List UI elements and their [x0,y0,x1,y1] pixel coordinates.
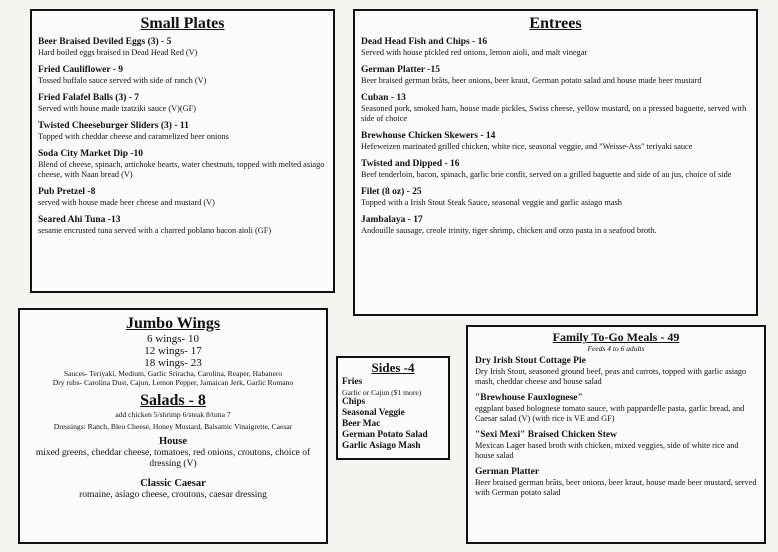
entrees-section [353,9,758,316]
item-desc: Hard boiled eggs braised in Dead Head Red (V) [38,48,198,57]
item-name: Cuban - 13 [361,93,406,103]
menu-item [475,430,757,461]
salad-addons: add chicken 5/shrimp 6/steak 8/tuna 7 [115,410,231,419]
wing-price: 12 wings- 17 [144,345,202,357]
side-item: Seasonal Veggie [342,408,405,418]
salads-title: Salads - 8 [140,392,206,409]
small-plates-title: Small Plates [140,15,225,32]
item-desc: Served with house made tzatziki sauce (V)(GF) [38,104,197,113]
item-name: Twisted Cheeseburger Sliders (3) - 11 [38,121,189,131]
item-name: Filet (8 oz) - 25 [361,187,422,197]
item-desc: Beer braised german brāts, beer onions, beer kraut, house made beer mustard, served with German potato salad [475,478,757,497]
item-name: Fried Cauliflower - 9 [38,65,124,75]
side-item: Fries [342,377,363,387]
entrees-title: Entrees [529,15,582,32]
menu-item [38,93,327,114]
menu-item [361,65,750,86]
wing-sauces: Sauces- Teriyaki, Medium, Garlic Sriracha, Carolina, Reaper, Habanero [63,369,283,378]
wings-title: Jumbo Wings [125,315,221,332]
menu-item [361,131,750,152]
small-plates-section [30,9,335,293]
menu-item [361,159,750,180]
side-item: Garlic Asiago Mash [342,441,421,451]
item-name: Seared Ahi Tuna -13 [38,215,121,225]
item-name: "Brewhouse Fauxlognese" [475,393,583,403]
menu-item [38,149,327,180]
item-name: Soda City Market Dip -10 [38,149,144,159]
item-name: Pub Pretzel -8 [38,187,96,197]
item-desc: sesame encrusted tuna served with a charred poblano bacon aioli (GF) [38,226,272,235]
item-desc: Beer braised german brāts, beer onions, beer kraut, German potato salad and house made beer mustard [361,76,702,85]
menu-item [361,93,750,124]
house-salad-name: House [158,436,187,447]
item-name: Brewhouse Chicken Skewers - 14 [361,131,496,141]
menu-item [475,393,757,424]
wing-price: 18 wings- 23 [144,357,202,369]
salad-dressings: Dressings: Ranch, Bleu Cheese, Honey Mustard, Balsamic Vinaigrette, Caesar [53,422,293,431]
item-desc: eggplant based bolognese tomato sauce, with pappardelle pasta, garlic bread, and Caesar salad (V) (with rice is VE and GF) [475,404,745,423]
side-item: Beer Mac [342,419,381,429]
item-desc: Hefeweizen marinated grilled chicken, white rice, seasonal veggie, and "Weisse-Ass" teriyaki sauce [361,142,693,151]
menu-item [38,65,327,86]
item-name: Beer Braised Deviled Eggs (3) - 5 [38,37,172,47]
item-name: Fried Falafel Balls (3) - 7 [38,93,140,103]
wings-salads-section [18,308,328,544]
menu-item [38,215,327,236]
item-desc: Mexican Lager based broth with chicken, mixed veggies, side of white rice and house salad [475,441,739,460]
menu-item [361,37,750,58]
side-item: German Potato Salad [342,430,428,440]
item-desc: Dry Irish Stout, seasoned ground beef, peas and carrots, topped with garlic asiago mash, cheddar cheese and house salad [475,367,747,386]
wing-price: 6 wings- 10 [147,333,199,345]
sides-title: Sides -4 [371,360,415,375]
item-desc: Topped with a Irish Stout Steak Sauce, seasonal veggie and garlic asiago mash [361,198,622,207]
side-item: Chips [342,397,366,407]
caesar-salad-name: Classic Caesar [140,478,206,489]
house-salad-desc: mixed greens, cheddar cheese, tomatoes, red onions, croutons, choice of dressing (V) [35,448,311,469]
item-desc: Andouille sausage, creole trinity, tiger shrimp, chicken and orzo pasta in a seafood broth. [361,226,657,235]
family-title: Family To-Go Meals - 49 [552,330,680,344]
item-desc: served with house made beer cheese and mustard (V) [38,198,215,207]
family-feeds: Feeds 4 to 6 adults [587,344,645,353]
menu-item [361,215,750,236]
item-name: Dead Head Fish and Chips - 16 [361,37,488,47]
item-name: "Sexi Mexi" Braised Chicken Stew [475,430,617,440]
fries-note: Garlic or Cajun ($1 more) [342,388,422,397]
menu-item [38,187,327,208]
wing-rubs: Dry rubs- Carolina Dust, Cajun, Lemon Pepper, Jamaican Jerk, Garlic Romano [52,378,294,387]
menu-item [38,121,327,142]
menu-item [475,356,757,387]
item-desc: Seasoned pork, smoked ham, house made pickles, Swiss cheese, yellow mustard, on a pressed baguette, served with side of choice [361,104,747,123]
item-desc: Topped with cheddar cheese and caramelized beer onions [38,132,229,141]
sides-section [336,356,450,460]
item-name: Jambalaya - 17 [361,215,423,225]
item-desc: Blend of cheese, spinach, artichoke hearts, water chestnuts, topped with melted asiago cheese, with Naan bread (V) [38,160,325,179]
item-desc: Beef tenderloin, bacon, spinach, garlic brie confit, served on a grilled baguette and side of au jus, choice of side [361,170,732,179]
item-name: Dry Irish Stout Cottage Pie [475,356,586,366]
menu-item [475,467,757,498]
family-meals-section [466,325,766,544]
menu-item [361,187,750,208]
item-desc: Served with house pickled red onions, lemon aioli, and malt vinegar [361,48,588,57]
item-name: Twisted and Dipped - 16 [361,159,460,169]
item-desc: Tossed buffalo sauce served with side of ranch (V) [38,76,207,85]
caesar-salad-desc: romaine, asiago cheese, croutons, caesar dressing [79,490,267,500]
item-name: German Platter -15 [361,65,440,75]
item-name: German Platter [475,467,540,477]
menu-item [38,37,327,58]
